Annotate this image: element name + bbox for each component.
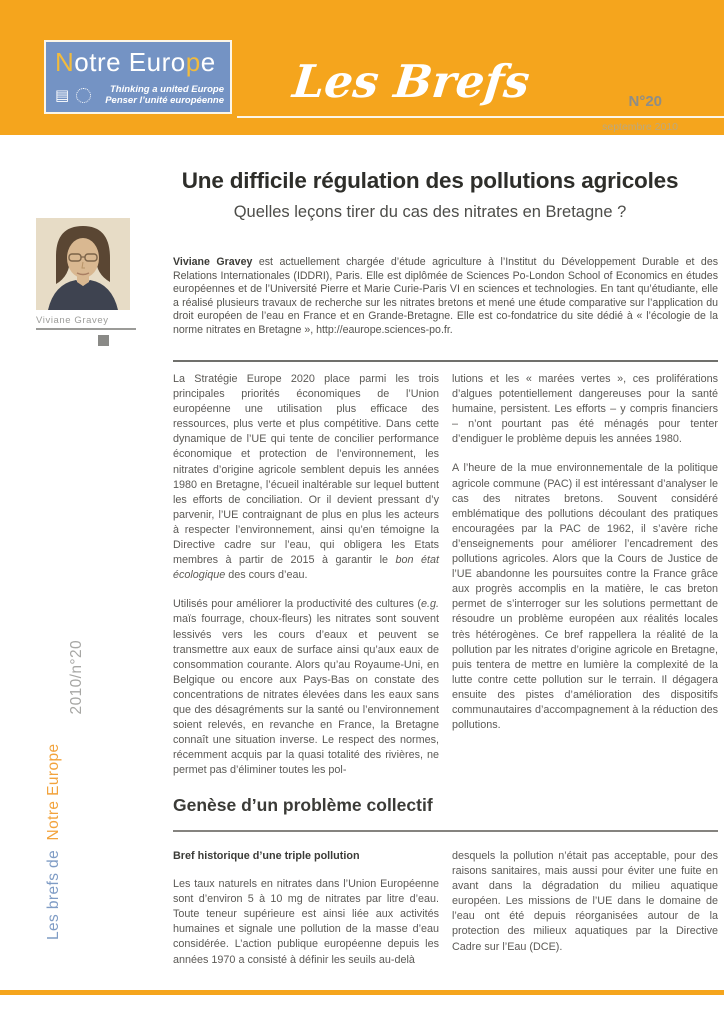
intro-p2-text: Utilisés pour améliorer la productivité des cultures ( xyxy=(173,598,421,611)
section-subheading: Bref historique d’une triple pollution xyxy=(173,850,360,862)
intro-paragraph-2 xyxy=(173,597,439,778)
logo-letter-p: p xyxy=(185,47,201,77)
vertical-series-label xyxy=(42,640,88,940)
article-subtitle: Quelles leçons tirer du cas des nitrates en Bretagne ? xyxy=(233,203,627,221)
vertical-label-line1 xyxy=(42,640,65,940)
series-title: Les Brefs xyxy=(290,55,533,108)
author-photo xyxy=(36,218,130,310)
footer-accent-bar xyxy=(0,990,724,995)
section-heading: Genèse d’un problème collectif xyxy=(173,795,433,815)
section-paragraph-1: Les taux naturels en nitrates dans l’Union Européenne sont d’environ 5 à 10 mg de nitrates par litre d’eau. Toute teneur supérieure est ainsi liée aux activités humaines et signale une pollution de la masse d’eau considérée. L’action publique européenne depuis les années 1970 a consisté à définir les seuils au-delà xyxy=(173,878,439,966)
logo-tagline-en: Thinking a united Europe xyxy=(110,84,224,95)
intro-column-left xyxy=(173,372,439,792)
masthead-divider xyxy=(237,116,724,118)
logo-tagline-fr: Penser l’unité européenne xyxy=(105,95,224,106)
article-title: Une difficile régulation des pollutions agricoles xyxy=(181,168,679,193)
intro-p1-italic: bon état écologique xyxy=(173,554,439,582)
eu-stars-icon xyxy=(76,88,91,103)
caption-square-marker xyxy=(98,335,109,346)
logo-mid-text: otre Euro xyxy=(74,47,186,77)
logo-letter-n: N xyxy=(55,47,75,77)
author-photo-caption: Viviane Gravey xyxy=(36,315,109,326)
intro-p2-italic: e.g. xyxy=(420,598,439,611)
author-bio xyxy=(173,256,718,338)
section-columns xyxy=(173,849,718,982)
author-bio-text: est actuellement chargée d’étude agriculture à l’Institut du Développement Durable et des Relations Internationales (IDDRI), Paris. Elle est diplômée de Sciences Po-London School of Economics en études européennes et de l’Université Pierre et Marie Curie-Paris VI en sciences et technologies. En tant qu’étudiante, elle a réalisé plusieurs travaux de recherche sur les nitrates bretons et mené une étude comparative sur l’application du droit européen de l’eau en France et en Grande-Bretagne. Elle est co-fondatrice du site dédié à « l’écologie de la norme nitrates en Bretagne », http://eaurope.sciences-po.fr. xyxy=(173,256,719,336)
intro-p2-end: maïs fourrage, choux-fleurs) les nitrates sont souvent lessivés vers les cours d’eaux et peuvent se transmettre aux eaux de surface ainsi qu’aux eaux de consommation courante. Alors qu’au Royaume-Uni, en Belgique ou encore aux Pays-Bas on constate des concentrations de nitrates élevées dans les eaux sans que des désagréments sur la santé ou l’environnement soient relevés, en revanche en France, la Bretagne connaît une situation inverse. Le respect des normes, récemment acquis par la quasi totalité des rivières, ne permet pas d’éliminer toutes les pol- xyxy=(173,613,439,777)
vertical-label-brand: Notre Europe xyxy=(45,743,62,841)
vertical-label-issue: 2010/n°20 xyxy=(68,640,85,715)
section-column-left xyxy=(173,849,439,982)
logo-taglines xyxy=(105,84,224,106)
notre-europe-logo xyxy=(44,40,232,114)
issue-date: septembre 2010 xyxy=(602,121,678,133)
masthead-banner xyxy=(0,0,724,135)
intro-paragraph-4: A l’heure de la mue environnementale de la politique agricole commune (PAC) il est intéressant d’analyser le cas des nitrates bretons. Souvent considéré emblématique des pollutions découlant des pratiques encouragées par la PAC de 1962, il s’avère riche d’enseignements pour améliorer l’encadrement des pollutions agricoles. Alors que la Cours de Justice de l’UE abandonne les poursuites contre la France grâce aux progrès accomplis en la matière, le cas breton permet de s’interroger sur les solutions permettant de résoudre un problème européen aux réalités locales très hétérogènes. Ce bref rappellera la réalité de la pollution par les nitrates d’origine agricole en Bretagne, puis tentera de mettre en lumière la complexité de la lutte contre cette pollution sur le terrain. Il dégagera ensuite des pistes d’amélioration des dispositifs communautaires d’accompagnement à la réduction des pollutions. xyxy=(452,462,718,732)
caption-rule xyxy=(36,328,136,330)
bio-divider xyxy=(173,360,718,362)
logo-end-text: e xyxy=(200,47,216,77)
author-name: Viviane Gravey xyxy=(173,256,253,268)
intro-paragraph-1 xyxy=(173,372,439,583)
intro-columns xyxy=(173,372,718,792)
section-divider xyxy=(173,830,718,832)
book-icon: ▤ xyxy=(55,87,70,104)
section-paragraph-2: desquels la pollution n’était pas acceptable, pour des raisons sanitaires, mais aussi pour éviter une fuite en avant dans la dégradation du milieu aquatique européen. Les missions de l’UE dans le domaine de l’eau ont été depuis réorganisées autour de la protection des milieux aquatiques par la Directive Cadre sur l’Eau (DCE). xyxy=(452,850,718,953)
section-column-right xyxy=(452,849,718,982)
intro-column-right xyxy=(452,372,718,792)
vertical-label-series: Les brefs de xyxy=(45,849,62,940)
intro-p1-end: des cours d’eau. xyxy=(225,569,308,582)
intro-p1-text: La Stratégie Europe 2020 place parmi les trois principales priorités économiques de l’Union européenne une utilisation plus efficace des ressources, plus verte et plus compétitive. Dans cette dynamique de l’UE qui tente de concilier performance économique et protection de l’environnement, les nitrates d’origine agricole semblent depuis les années 1980 en Bretagne, l’écueil inaltérable sur lequel buttent les efforts de conciliation. Or il devient pressant d’y parvenir, l’UE contraignant de plus en plus les acteurs à respecter l’environnement, ainsi qu’en témoigne la Directive cadre sur l’eau, qui obligera les Etats membres à partir de 2015 à garantir le xyxy=(173,373,439,567)
logo-wordmark xyxy=(46,42,230,78)
issue-number: N°20 xyxy=(628,93,662,110)
intro-paragraph-3: lutions et les « marées vertes », ces proliférations d’algues potentiellement dangereuses pour la santé humaine, persistent. Les efforts – y compris financiers – n’ont pourtant pas été ménagés pour tenter d’endiguer le problème depuis les années 1980. xyxy=(452,373,718,446)
